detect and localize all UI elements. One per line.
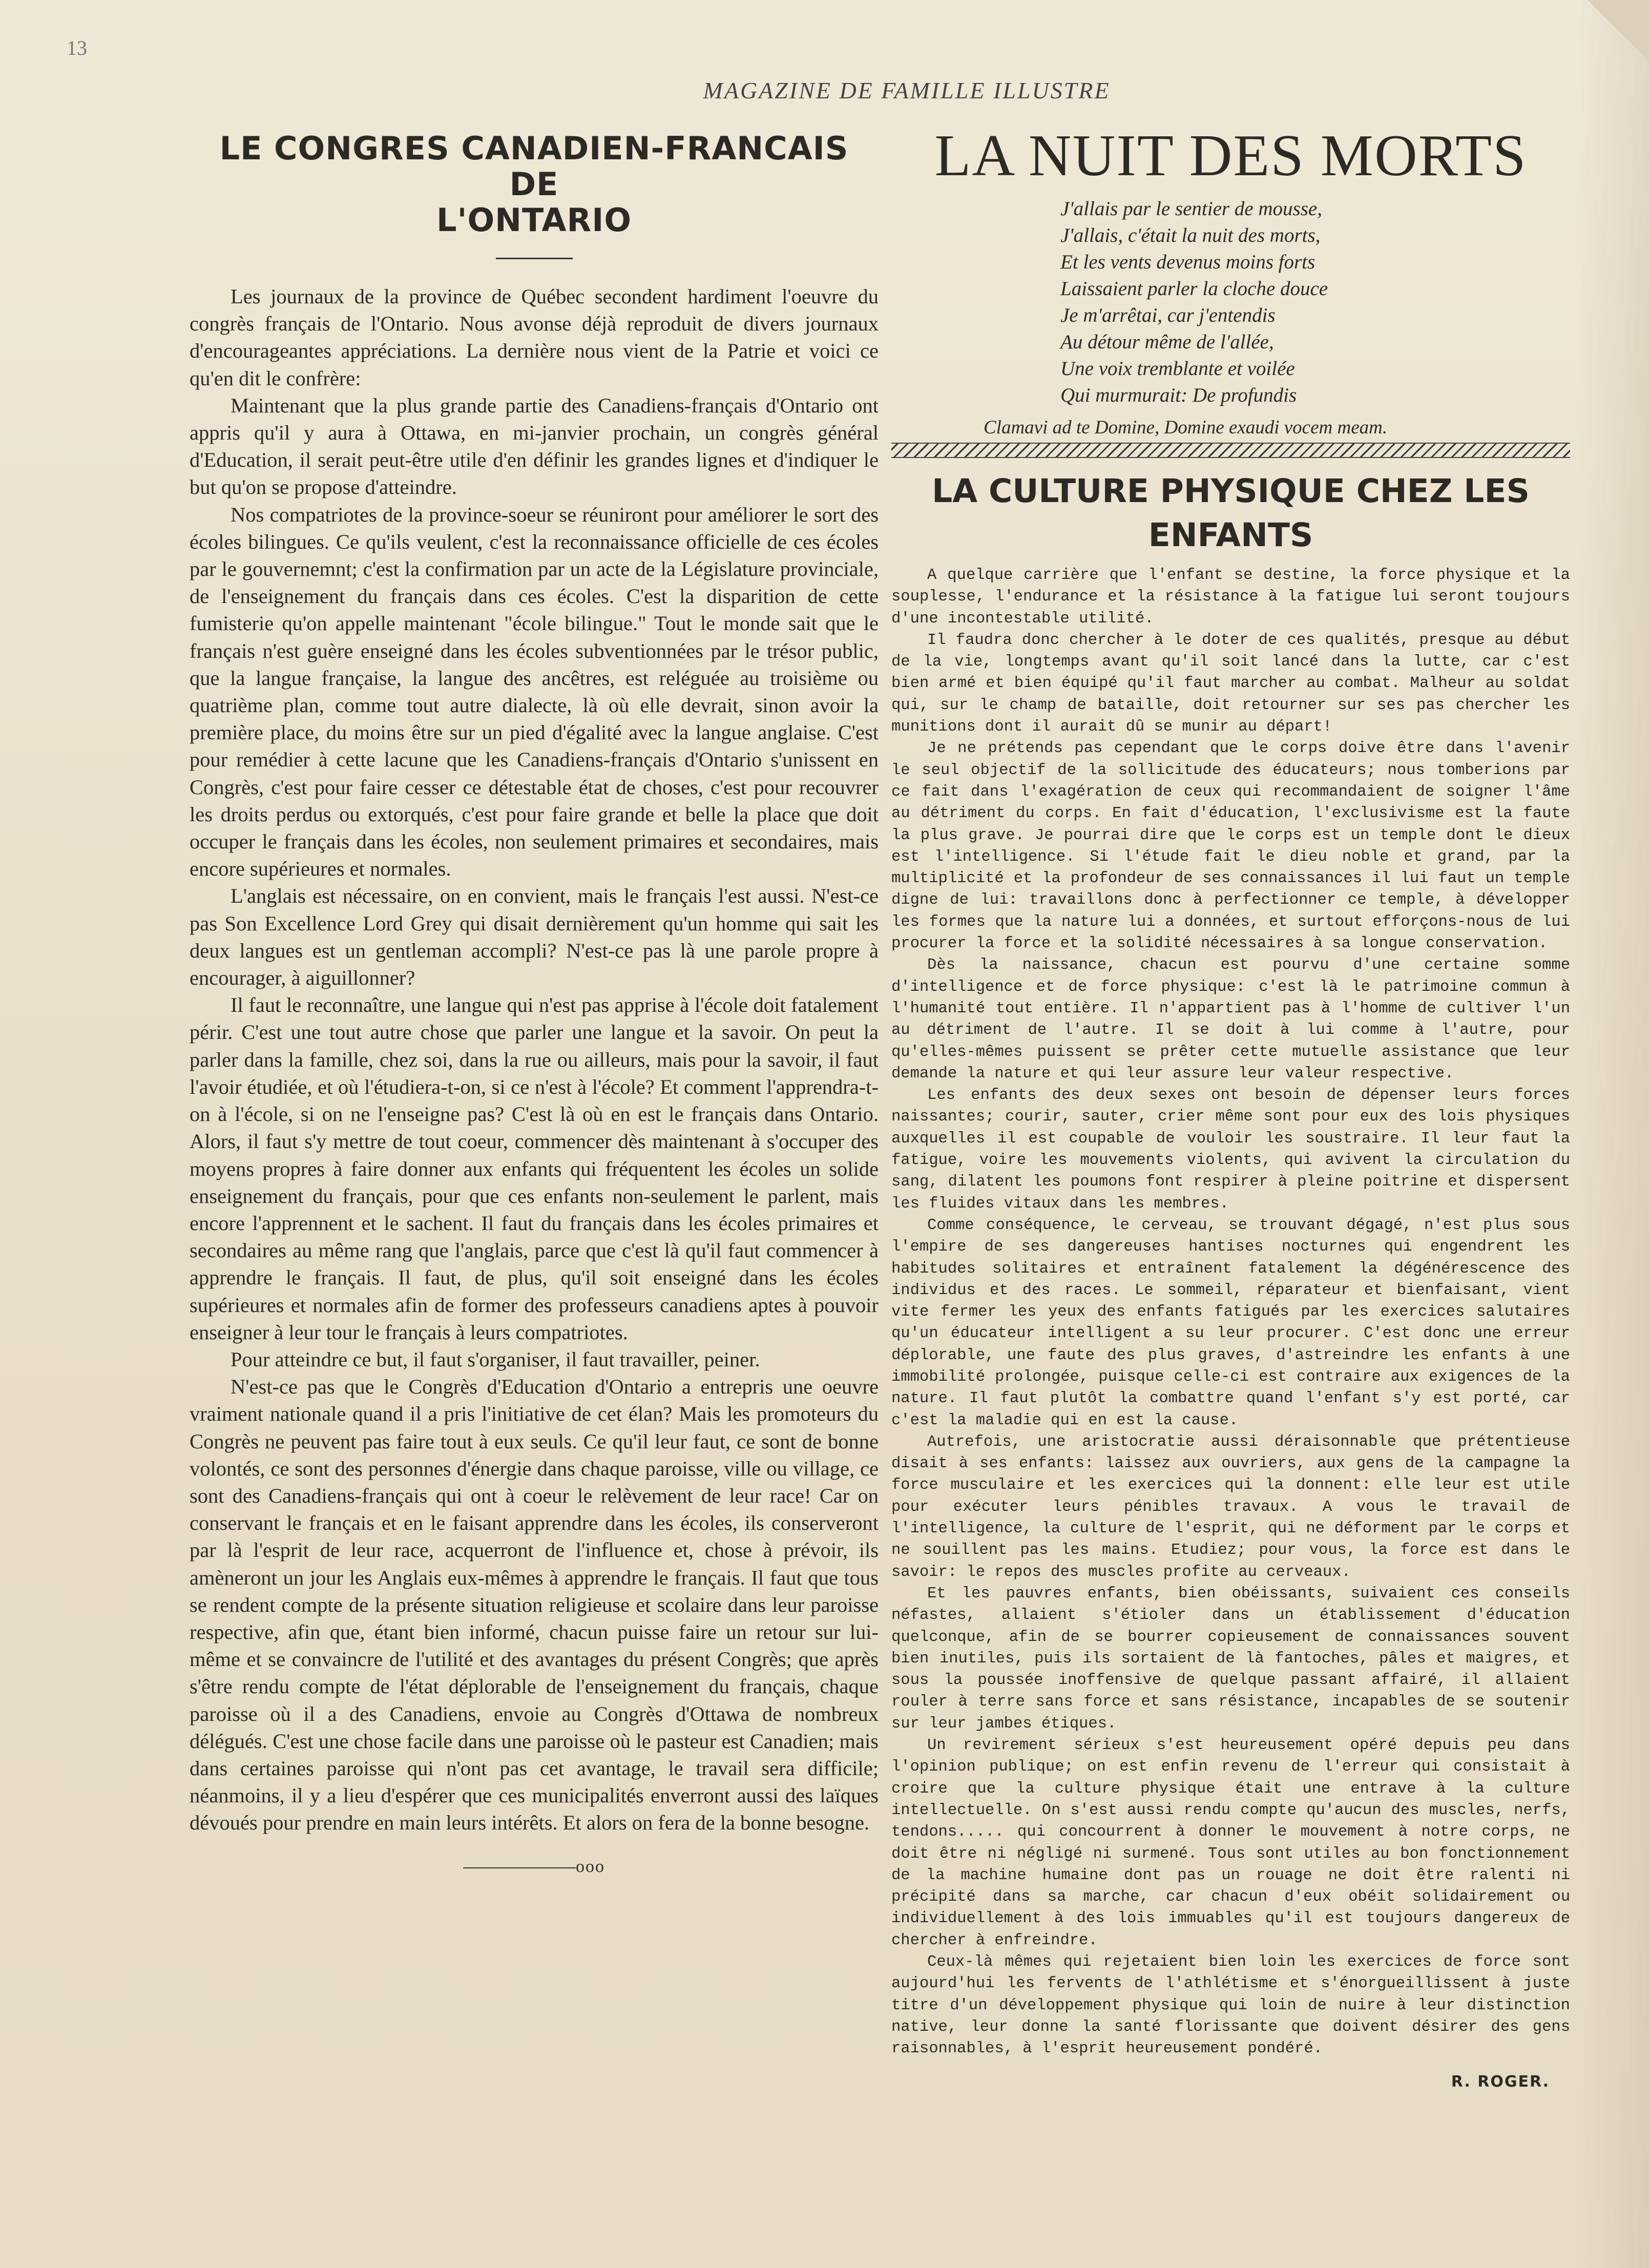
author-signature: R. ROGER. (1451, 2073, 1550, 2091)
end-rule-line (463, 1867, 576, 1868)
left-column (190, 123, 879, 1877)
culture-paragraph: Dès la naissance, chacun est pourvu d'une certaine somme d'intelligence et de force physique: c'est là le patrimoine commun à l'humanité tout entière. Il n'appartient pas à l'homme de cultiver l'un au détriment de l'autre. Il se doit à lui comme à l'autre, pour qu'elles-mêmes puissent se prêter cette mutuelle assistance que leur demande la nature et qui leur assure leur valeur respective. (891, 956, 1570, 1083)
congres-paragraph: Maintenant que la plus grande partie des Canadiens-français d'Ontario ont appris qu'il y aura à Ottawa, en mi-janvier prochain, un congrès général d'Education, il serait peut-être utile d'en définir les grandes lignes et d'indiquer le but qu'on se propose d'atteindre. (190, 393, 879, 499)
poem-line: J'allais, c'était la nuit des morts, (1060, 224, 1321, 246)
culture-paragraph: Ceux-là mêmes qui rejetaient bien loin les exercices de force sont aujourd'hui les fervents de l'athlétisme et s'énorgueillissent à juste titre d'un développement physique qui loin de nuire à leur distinction native, leur donne la santé florissante que doivent désirer des gens raisonnables, à l'esprit heureusement pondéré. (891, 1953, 1570, 2058)
end-mark-text: ooo (576, 1857, 605, 1876)
congres-paragraph: Nos compatriotes de la province-soeur se réuniront pour améliorer le sort des écoles bilingues. Ce qu'ils veulent, c'est la reconnaissance officielle de ces écoles par le gouvernemnt; c'est la confirmation par un acte de la Législature provinciale, de l'enseignement du français dans ces écoles. C'est la disparition de cette fumisterie qu'on appelle maintenant "école bilingue." Tout le monde sait que le français n'est guère enseigné dans les écoles subventionnées par le trésor public, que la langue française, la langue des ancêtres, est reléguée au troisième ou quatrième plan, comme tout autre dialecte, là où elle devrait, sinon avoir la première place, du moins être sur un pied d'égalité avec la langue anglaise. C'est pour remédier à cette lacune que les Canadiens-français d'Ontario s'unissent en Congrès, c'est pour faire cesser ce détestable état de choses, c'est pour recouvrer les droits perdus ou extorqués, c'est pour faire grande et belle la place que doit occuper le français dans les écoles, non seulement primaires et secondaires, mais encore supérieures et normales. (190, 503, 879, 881)
culture-title (891, 469, 1570, 557)
poem-refrain: Clamavi ad te Domine, Domine exaudi vocem meam. (984, 417, 1388, 438)
page-fold-shadow (1577, 0, 1649, 2268)
culture-title-line2: ENFANTS (1148, 516, 1313, 554)
culture-article (891, 565, 1570, 2059)
congres-paragraph: Les journaux de la province de Québec secondent hardiment l'oeuvre du congrès français de l'Ontario. Nous avonse déjà reproduit de divers journaux d'encourageantes appréciations. La dernière nous vient de la Patrie et voici ce qu'en dit le confrère: (190, 285, 879, 390)
right-column (891, 123, 1570, 2091)
congres-title (190, 131, 879, 238)
poem-line: Et les vents devenus moins forts (1060, 251, 1316, 273)
poem-line: J'allais par le sentier de mousse, (1060, 198, 1322, 220)
congres-title-line2: L'ONTARIO (436, 201, 632, 239)
culture-paragraph: Autrefois, une aristocratie aussi déraisonnable que prétentieuse disait à ses enfants: laissez aux ouvriers, aux gens de la campagne la force musculaire et les exercices qui la donnent: elle leur est utile pour exécuter leurs pénibles travaux. A vous le travail de l'intelligence, la culture de l'esprit, qui ne déforment par le corps et ne souillent pas les mains. Etudiez; pour vous, la force est dans le savoir: le repos des muscles profite au cerveaux. (891, 1433, 1570, 1581)
poem-line: Qui murmurait: De profundis (1060, 384, 1297, 406)
culture-paragraph: Les enfants des deux sexes ont besoin de dépenser leurs forces naissantes; courir, sauter, crier même sont pour eux des lois physiques auxquelles il est coupable de vouloir les soustraire. Il leur faut la fatigue, voire les mouvements violents, qui avivent la circulation du sang, dilatent les poumons font respirer à pleine poitrine et dispersent les fluides vitaux dans les membres. (891, 1087, 1570, 1213)
congres-article (190, 283, 879, 1837)
poem (1060, 196, 1570, 409)
article-end-mark (190, 1857, 879, 1877)
decorative-divider (891, 443, 1570, 458)
poem-line: Laissaient parler la cloche douce (1060, 278, 1328, 300)
congres-paragraph: L'anglais est nécessaire, on en convient, mais le français l'est aussi. N'est-ce pas Son Excellence Lord Grey qui disait dernièrement qu'un homme qui sait les deux langues est un gentleman accompli? N'est-ce pas là une parole propre à encourager, à aiguillonner? (190, 884, 879, 990)
congres-paragraph: Pour atteindre ce but, il faut s'organiser, il faut travailler, peiner. (231, 1347, 760, 1371)
magazine-header: MAGAZINE DE FAMILLE ILLUSTRE (703, 77, 1111, 103)
poem-line: Une voix tremblante et voilée (1060, 358, 1295, 380)
nuit-des-morts-title: LA NUIT DES MORTS (934, 123, 1527, 189)
congres-paragraph: Il faut le reconnaître, une langue qui n'est pas apprise à l'école doit fatalement périr. C'est une tout autre chose que parler une langue et la savoir. On peut la parler dans la famille, chez soi, dans la rue ou ailleurs, mais pour la savoir, il faut l'avoir étudiée, et où l'étudiera-t-on, si ce n'est à l'école? Et comment l'apprendra-t-on à l'école, si on ne l'enseigne pas? C'est là où en est le français dans Ontario. Alors, il faut s'y mettre de tout coeur, commencer dès maintenant à s'occuper des moyens propres à faire donner aux enfants qui fréquentent les écoles un solide enseignement du français, pour que ces enfants non-seulement le parlent, mais encore l'apprennent et le sachent. Il faut du français dans les écoles primaires et secondaires au même rang que l'anglais, parce que c'est là qu'il faut commencer à apprendre le français. Il faut, de plus, qu'il soit enseigné dans les écoles supérieures et normales afin de former des professeurs canadiens aptes à pouvoir enseigner à leur tour le français à leurs compatriotes. (190, 993, 879, 1344)
congres-paragraph: N'est-ce pas que le Congrès d'Education d'Ontario a entrepris une oeuvre vraiment nationale quand il a pris l'initiative de cet élan? Mais les promoteurs du Congrès ne peuvent pas faire tout à eux seuls. Ce qu'il leur faut, ce sont de bonne volontés, ce sont des personnes d'énergie dans chaque paroisse, ville ou village, ce sont des Canadiens-français qui ont à coeur le relèvement de leur race! Car on conservant le français et en le faisant apprendre dans les écoles, ils conserveront par là l'esprit de leur race, acquerront de l'influence et, chose à prévoir, ils amèneront un jour les Anglais eux-mêmes à apprendre le français. Il faut que tous se rendent compte de la présente situation religieuse et scolaire dans leur paroisse respective, afin que, étant bien informé, chacun puisse faire un retour sur lui-même et se convaincre de l'utilité et des avantages du présent Congrès; que après s'être rendu compte de l'état déplorable de l'enseignement du français, chaque paroisse où il a des Canadiens, envoie au Congrès d'Ottawa de nombreux délégués. C'est une chose facile dans une paroisse où le pasteur est Canadien; mais dans certaines paroisse qui n'ont pas cet avantage, le travail sera difficile; néanmoins, il y a lieu d'espérer que ces municipalités enverront aussi des laïques dévoués pour prendre en main leurs intérêts. Et alors on fera de la bonne besogne. (190, 1375, 879, 1835)
poem-line: Au détour même de l'allée, (1060, 331, 1274, 353)
culture-paragraph: A quelque carrière que l'enfant se destine, la force physique et la souplesse, l'endurance et la résistance à la fatigue lui seront toujours d'une incontestable utilité. (891, 567, 1570, 628)
culture-paragraph: Et les pauvres enfants, bien obéissants, suivaient ces conseils néfastes, allaient s'étioler dans un établissement d'éducation quelconque, afin de se bourrer copieusement de connaissances souvent bien inutiles, puis ils sortaient de là fantoches, pâles et maigres, et sous la poussée inoffensive de quelque passant affairé, il allaient rouler à terre sans force et sans résistance, incapables de se soutenir sur leur jambes étiques. (891, 1585, 1570, 1733)
page-corner (1588, 0, 1649, 61)
page-number: 13 (67, 36, 87, 59)
culture-title-line1: LA CULTURE PHYSIQUE CHEZ LES (932, 472, 1530, 510)
culture-paragraph: Je ne prétends pas cependant que le corps doive être dans l'avenir le seul objectif de la sollicitude des éducateurs; nous tomberions par ce fait dans l'exagération de ceux qui recommandaient de soigner l'âme au détriment du corps. En fait d'éducation, l'exclusivisme est la faute la plus grave. Je pourrai dire que le corps est un temple dont le dieux est l'intelligence. Si l'étude fait le dieu noble et grand, par la multiplicité et la profondeur de ses connaissances il lui faut un temple digne de lui: travaillons donc à perfectionner ce temple, à développer les formes que la nature lui a données, et surtout efforçons-nous de lui procurer la force et la solidité nécessaires à sa longue conservation. (891, 740, 1570, 953)
culture-paragraph: Un revirement sérieux s'est heureusement opéré depuis peu dans l'opinion publique; on est enfin revenu de l'erreur qui consistait à croire que la culture physique était une entrave à la culture intellectuelle. On s'est aussi rendu compte qu'aucun des muscles, nerfs, tendons..... qui concourrent à donner le mouvement à notre corps, ne doit être ni négligé ni surmené. Tous sont utiles au bon fonctionnement de la machine humaine dont pas un rouage ne doit être ralenti ni précipité dans sa marche, car chacun d'eux obéit solidairement ou individuellement à des lois immuables qu'il est toujours dangereux de chercher à enfreindre. (891, 1737, 1570, 1949)
title-rule (496, 258, 573, 259)
culture-paragraph: Il faudra donc chercher à le doter de ces qualités, presque au début de la vie, longtemps avant qu'il soit lancé dans la lutte, car c'est bien armé et bien équipé qu'il faut marcher au combat. Malheur au soldat qui, sur le champ de bataille, doit retourner sur ses pas chercher les munitions dont il aurait dû se munir au départ! (891, 631, 1570, 736)
poem-line: Je m'arrêtai, car j'entendis (1060, 304, 1276, 326)
culture-paragraph: Comme conséquence, le cerveau, se trouvant dégagé, n'est plus sous l'empire de ses dangereuses hantises nocturnes qui engendrent les habitudes solitaires et entraînent fatalement la dégénérescence des individus et des races. Le sommeil, réparateur et bienfaisant, vient vite fermer les yeux des enfants fatigués par les exercices salutaires qu'un éducateur intelligent a su leur procurer. C'est donc une erreur déplorable, une faute des plus graves, d'astreindre les enfants à une immobilité prolongée, puisque celle-ci est contraire aux exigences de la nature. Il faut plutôt la combattre quand l'enfant s'y est porté, car c'est la maladie qui en est la cause. (891, 1216, 1570, 1429)
congres-title-line1: LE CONGRES CANADIEN-FRANCAIS DE (219, 130, 849, 203)
